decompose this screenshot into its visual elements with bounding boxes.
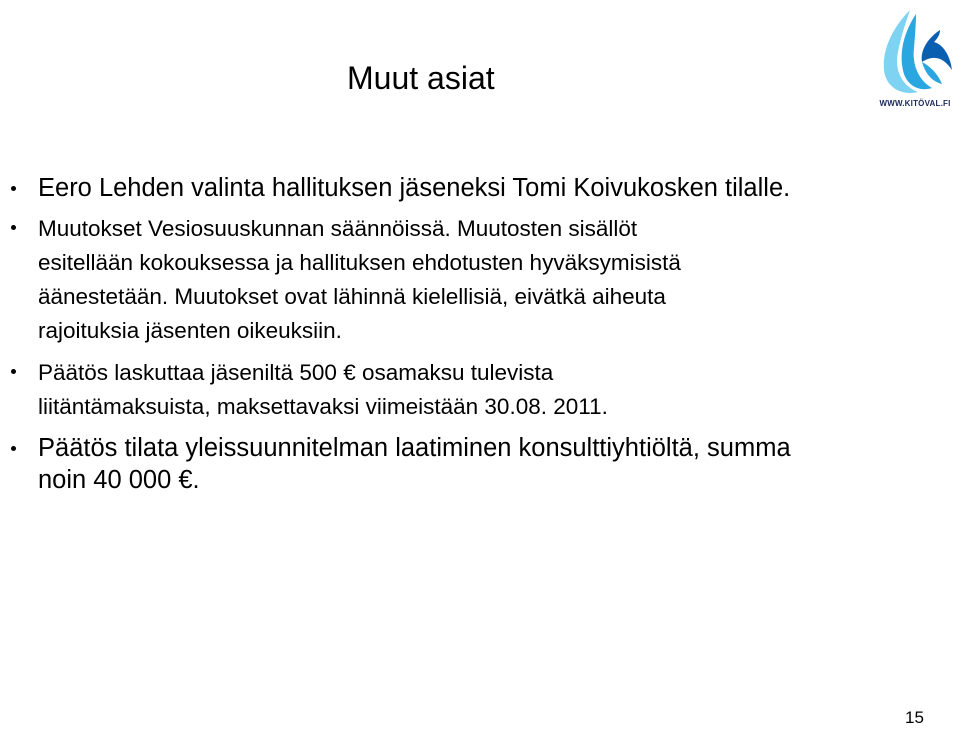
bullet-dot-icon [11,225,16,230]
bullet-dot-icon [11,186,16,191]
kitoval-wave-logo-icon [872,4,958,100]
bullet-dot-icon [11,369,16,374]
bullet-text: Päätös laskuttaa jäseniltä 500 € osamaksu tulevista liitäntämaksuista, maksettavaksi viimeistään 30.08. 2011. [38,360,608,419]
bullet-dot-icon [11,446,16,451]
bullet-list [0,172,920,504]
bullet-item [0,356,920,424]
kitoval-logo [872,4,958,112]
bullet-item [0,432,920,496]
logo-url-text: WWW.KITÖVAL.FI [879,99,951,108]
bullet-text: Päätös tilata yleissuunnitelman laatiminen konsulttiyhtiöltä, summa noin 40 000 €. [38,434,791,494]
bullet-text: Muutokset Vesiosuuskunnan säännöissä. Muutosten sisällöt esitellään kokouksessa ja hallituksen ehdotusten hyväksymisistä äänestetään. Muutokset ovat lähinnä kielellisiä, eivätkä aiheuta rajoituksia jäsenten oikeuksiin. [38,216,681,343]
slide-title: Muut asiat [347,60,495,96]
bullet-text: Eero Lehden valinta hallituksen jäseneksi Tomi Koivukosken tilalle. [38,174,791,202]
bullet-item [0,172,920,204]
bullet-item [0,212,920,348]
page-number: 15 [905,708,924,727]
